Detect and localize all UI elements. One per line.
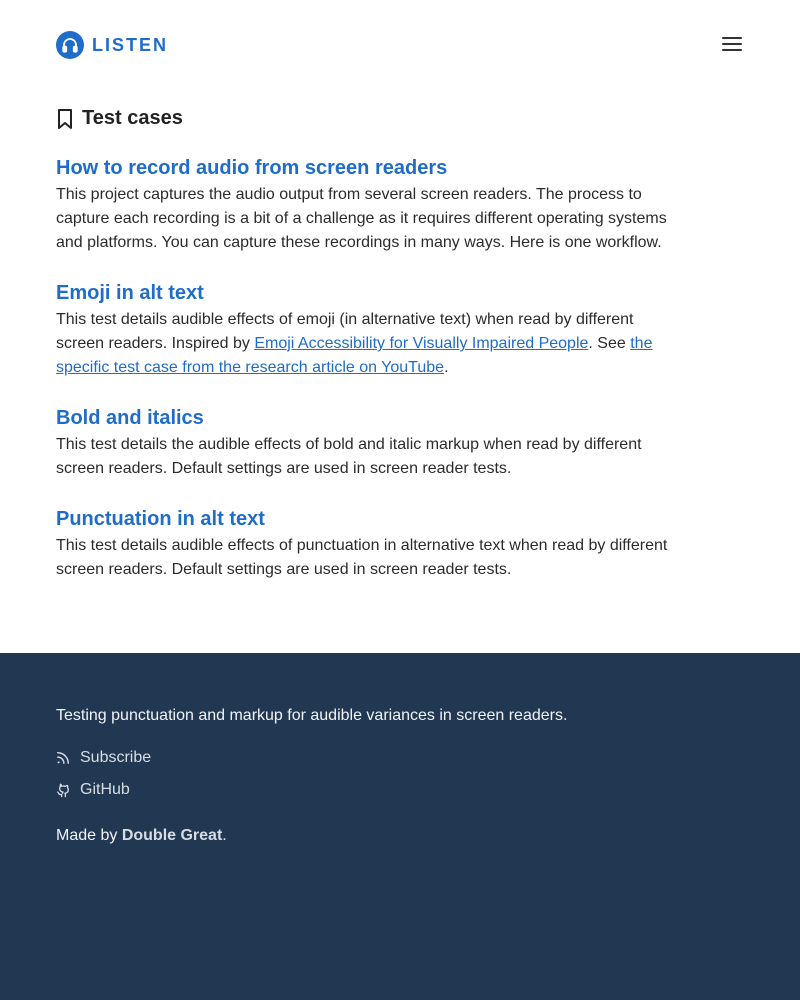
test-cases-list xyxy=(56,155,744,582)
hamburger-menu-icon xyxy=(721,35,743,53)
case-title-link[interactable]: Punctuation in alt text xyxy=(56,508,265,530)
brand-logo-link[interactable] xyxy=(56,31,168,59)
section-title: Test cases xyxy=(82,107,183,129)
list-item xyxy=(56,405,676,481)
case-description: This project captures the audio output from several screen readers. The process to capture each recording is a bit of a challenge as it requires different operating systems and platforms. You can capture these recordings in many ways. Here is one workflow. xyxy=(56,186,667,251)
case-title-link[interactable]: Bold and italics xyxy=(56,407,204,429)
case-description: This test details the audible effects of bold and italic markup when read by different screen readers. Default settings are used in screen reader tests. xyxy=(56,436,642,477)
author-name: Double Great xyxy=(121,827,223,844)
case-description-text: This test details audible effects of emoji (in alternative text) when read by different screen readers. Inspired by xyxy=(56,311,634,352)
made-by-suffix: . xyxy=(222,827,227,844)
list-item xyxy=(56,506,676,582)
footer-tagline: Testing punctuation and markup for audible variances in screen readers. xyxy=(56,707,568,724)
site-header xyxy=(0,0,800,90)
case-description-text: . See xyxy=(588,335,631,352)
case-description: This test details audible effects of punctuation in alternative text when read by different screen readers. Default settings are used in screen reader tests. xyxy=(56,537,668,578)
made-by-credit xyxy=(56,827,744,845)
list-item xyxy=(56,280,676,380)
case-description xyxy=(56,308,676,380)
subscribe-label: Subscribe xyxy=(80,749,152,766)
headphones-icon xyxy=(56,31,84,59)
youtube-test-case-link[interactable]: the specific test case from the research article on YouTube xyxy=(56,335,653,376)
github-link[interactable] xyxy=(56,781,744,799)
rss-icon xyxy=(56,750,72,766)
github-icon xyxy=(56,782,72,798)
subscribe-link[interactable] xyxy=(56,749,744,767)
emoji-accessibility-link[interactable]: Emoji Accessibility for Visually Impaired People xyxy=(254,335,589,352)
main-content xyxy=(0,107,800,582)
case-description-text: . xyxy=(444,359,449,376)
made-by-prefix: Made by xyxy=(56,827,122,844)
bookmark-icon xyxy=(56,108,74,130)
brand-name: LISTEN xyxy=(92,34,169,55)
case-title-link[interactable]: Emoji in alt text xyxy=(56,282,204,304)
case-title-link[interactable]: How to record audio from screen readers xyxy=(56,157,448,179)
github-label: GitHub xyxy=(80,781,130,798)
site-footer xyxy=(0,653,800,1000)
hamburger-menu-button[interactable] xyxy=(718,32,746,56)
list-item xyxy=(56,155,676,255)
section-heading xyxy=(56,107,744,130)
